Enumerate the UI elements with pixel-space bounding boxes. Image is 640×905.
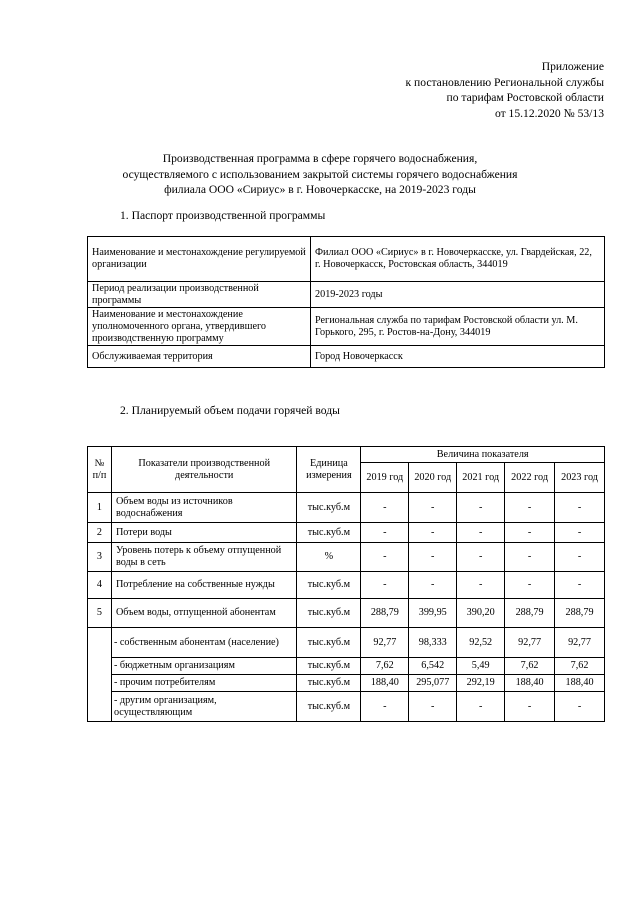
passport-row — [88, 308, 605, 346]
subrow-num-blank — [88, 658, 112, 675]
table-row — [88, 543, 605, 572]
subrow-value: - — [505, 692, 555, 722]
subrow-value: - — [361, 692, 409, 722]
row-unit: тыс.куб.м — [297, 599, 361, 628]
passport-row — [88, 346, 605, 368]
table-subrow — [88, 658, 605, 675]
row-value: - — [457, 543, 505, 572]
subrow-name: - прочим потребителям — [111, 675, 296, 692]
row-value: - — [409, 493, 457, 523]
table-row — [88, 493, 605, 523]
row-value: - — [505, 523, 555, 543]
table-row — [88, 523, 605, 543]
table-subrow — [88, 692, 605, 722]
subrow-value: 5,49 — [457, 658, 505, 675]
section-heading-volume: 2. Планируемый объем подачи горячей воды — [120, 404, 340, 417]
row-name: Уровень потерь к объему отпущенной воды в сеть — [111, 543, 296, 572]
header-year: 2020 год — [409, 463, 457, 493]
passport-value: Региональная служба по тарифам Ростовской области ул. М. Горького, 295, г. Ростов-на-Дону, 344019 — [311, 308, 605, 346]
subrow-unit: тыс.куб.м — [297, 628, 361, 658]
row-value: 399,95 — [409, 599, 457, 628]
row-value: - — [505, 493, 555, 523]
row-unit: тыс.куб.м — [297, 523, 361, 543]
passport-value: 2019-2023 годы — [311, 282, 605, 308]
header-indicator: Показатели производственной деятельности — [111, 447, 296, 493]
section-heading-passport: 1. Паспорт производственной программы — [120, 209, 326, 222]
row-unit: тыс.куб.м — [297, 572, 361, 599]
header-year: 2021 год — [457, 463, 505, 493]
table-row — [88, 599, 605, 628]
row-value: 288,79 — [555, 599, 605, 628]
row-value: - — [457, 572, 505, 599]
table-subrow — [88, 628, 605, 658]
subrow-value: - — [555, 692, 605, 722]
row-value: - — [505, 572, 555, 599]
title-line: осуществляемого с использованием закрытой системы горячего водоснабжения — [122, 167, 518, 181]
row-value: - — [361, 572, 409, 599]
subrow-value: 188,40 — [555, 675, 605, 692]
row-num: 1 — [88, 493, 112, 523]
row-value: - — [555, 493, 605, 523]
row-value: - — [457, 523, 505, 543]
subrow-name: - бюджетным организациям — [111, 658, 296, 675]
subrow-value: 188,40 — [505, 675, 555, 692]
subrow-num-blank — [88, 692, 112, 722]
row-unit: тыс.куб.м — [297, 493, 361, 523]
row-value: - — [409, 543, 457, 572]
subrow-value: 6,542 — [409, 658, 457, 675]
subrow-value: 92,77 — [361, 628, 409, 658]
passport-value: Филиал ООО «Сириус» в г. Новочеркасске, ул. Гвардейская, 22, г. Новочеркасск, Ростовская область, 344019 — [311, 237, 605, 282]
row-value: - — [555, 523, 605, 543]
passport-label: Наименование и местонахождение уполномоченного органа, утвердившего производственную программу — [88, 308, 311, 346]
passport-row — [88, 282, 605, 308]
subrow-value: 92,77 — [505, 628, 555, 658]
table-row — [88, 572, 605, 599]
row-num: 4 — [88, 572, 112, 599]
appendix-line: к постановлению Региональной службы — [405, 75, 604, 89]
row-value: 288,79 — [505, 599, 555, 628]
title-line: Производственная программа в сфере горячего водоснабжения, — [162, 152, 478, 165]
subrow-unit: тыс.куб.м — [297, 692, 361, 722]
row-value: - — [361, 493, 409, 523]
subrow-value: - — [409, 692, 457, 722]
row-value: - — [409, 523, 457, 543]
header-unit: Единица измерения — [297, 447, 361, 493]
row-value: - — [555, 543, 605, 572]
subrow-num-blank — [88, 675, 112, 692]
subrow-value: 92,52 — [457, 628, 505, 658]
subrow-unit: тыс.куб.м — [297, 658, 361, 675]
passport-label: Обслуживаемая территория — [88, 346, 311, 368]
header-num: № п/п — [88, 447, 112, 493]
row-num: 5 — [88, 599, 112, 628]
row-value: - — [361, 523, 409, 543]
subrow-value: 7,62 — [361, 658, 409, 675]
header-row — [88, 447, 605, 463]
row-value: - — [361, 543, 409, 572]
subrow-value: 295,077 — [409, 675, 457, 692]
row-name: Объем воды, отпущенной абонентам — [111, 599, 296, 628]
subrow-value: 7,62 — [505, 658, 555, 675]
subrow-value: 7,62 — [555, 658, 605, 675]
header-value-group: Величина показателя — [361, 447, 605, 463]
subrow-value: - — [457, 692, 505, 722]
passport-table — [87, 236, 605, 368]
subrow-name: - собственным абонентам (население) — [111, 628, 296, 658]
header-year: 2023 год — [555, 463, 605, 493]
passport-label: Период реализации производственной программы — [88, 282, 311, 308]
appendix-header — [406, 59, 605, 121]
subrow-value: 98,333 — [409, 628, 457, 658]
row-value: - — [505, 543, 555, 572]
appendix-line: Приложение — [541, 60, 604, 73]
passport-value: Город Новочеркасск — [311, 346, 605, 368]
appendix-line: по тарифам Ростовской области — [446, 91, 604, 104]
subrow-value: 188,40 — [361, 675, 409, 692]
row-name: Объем воды из источников водоснабжения — [111, 493, 296, 523]
title-line: филиала ООО «Сириус» в г. Новочеркасске, на 2019-2023 годы — [164, 183, 476, 196]
subrow-value: 92,77 — [555, 628, 605, 658]
row-name: Потери воды — [111, 523, 296, 543]
header-year: 2022 год — [505, 463, 555, 493]
row-value: 288,79 — [361, 599, 409, 628]
document-title — [0, 151, 640, 198]
passport-row — [88, 237, 605, 282]
appendix-line: от 15.12.2020 № 53/13 — [494, 106, 604, 120]
row-name: Потребление на собственные нужды — [111, 572, 296, 599]
row-value: 390,20 — [457, 599, 505, 628]
row-value: - — [555, 572, 605, 599]
row-num: 3 — [88, 543, 112, 572]
row-value: - — [457, 493, 505, 523]
row-num: 2 — [88, 523, 112, 543]
row-unit: % — [297, 543, 361, 572]
row-value: - — [409, 572, 457, 599]
subrow-value: 292,19 — [457, 675, 505, 692]
subrow-num-blank — [88, 628, 112, 658]
table-subrow — [88, 675, 605, 692]
passport-label: Наименование и местонахождение регулируемой организации — [88, 237, 311, 282]
subrow-name: - другим организациям, осуществляющим — [111, 692, 296, 722]
header-year: 2019 год — [361, 463, 409, 493]
subrow-unit: тыс.куб.м — [297, 675, 361, 692]
volume-table — [87, 446, 605, 722]
